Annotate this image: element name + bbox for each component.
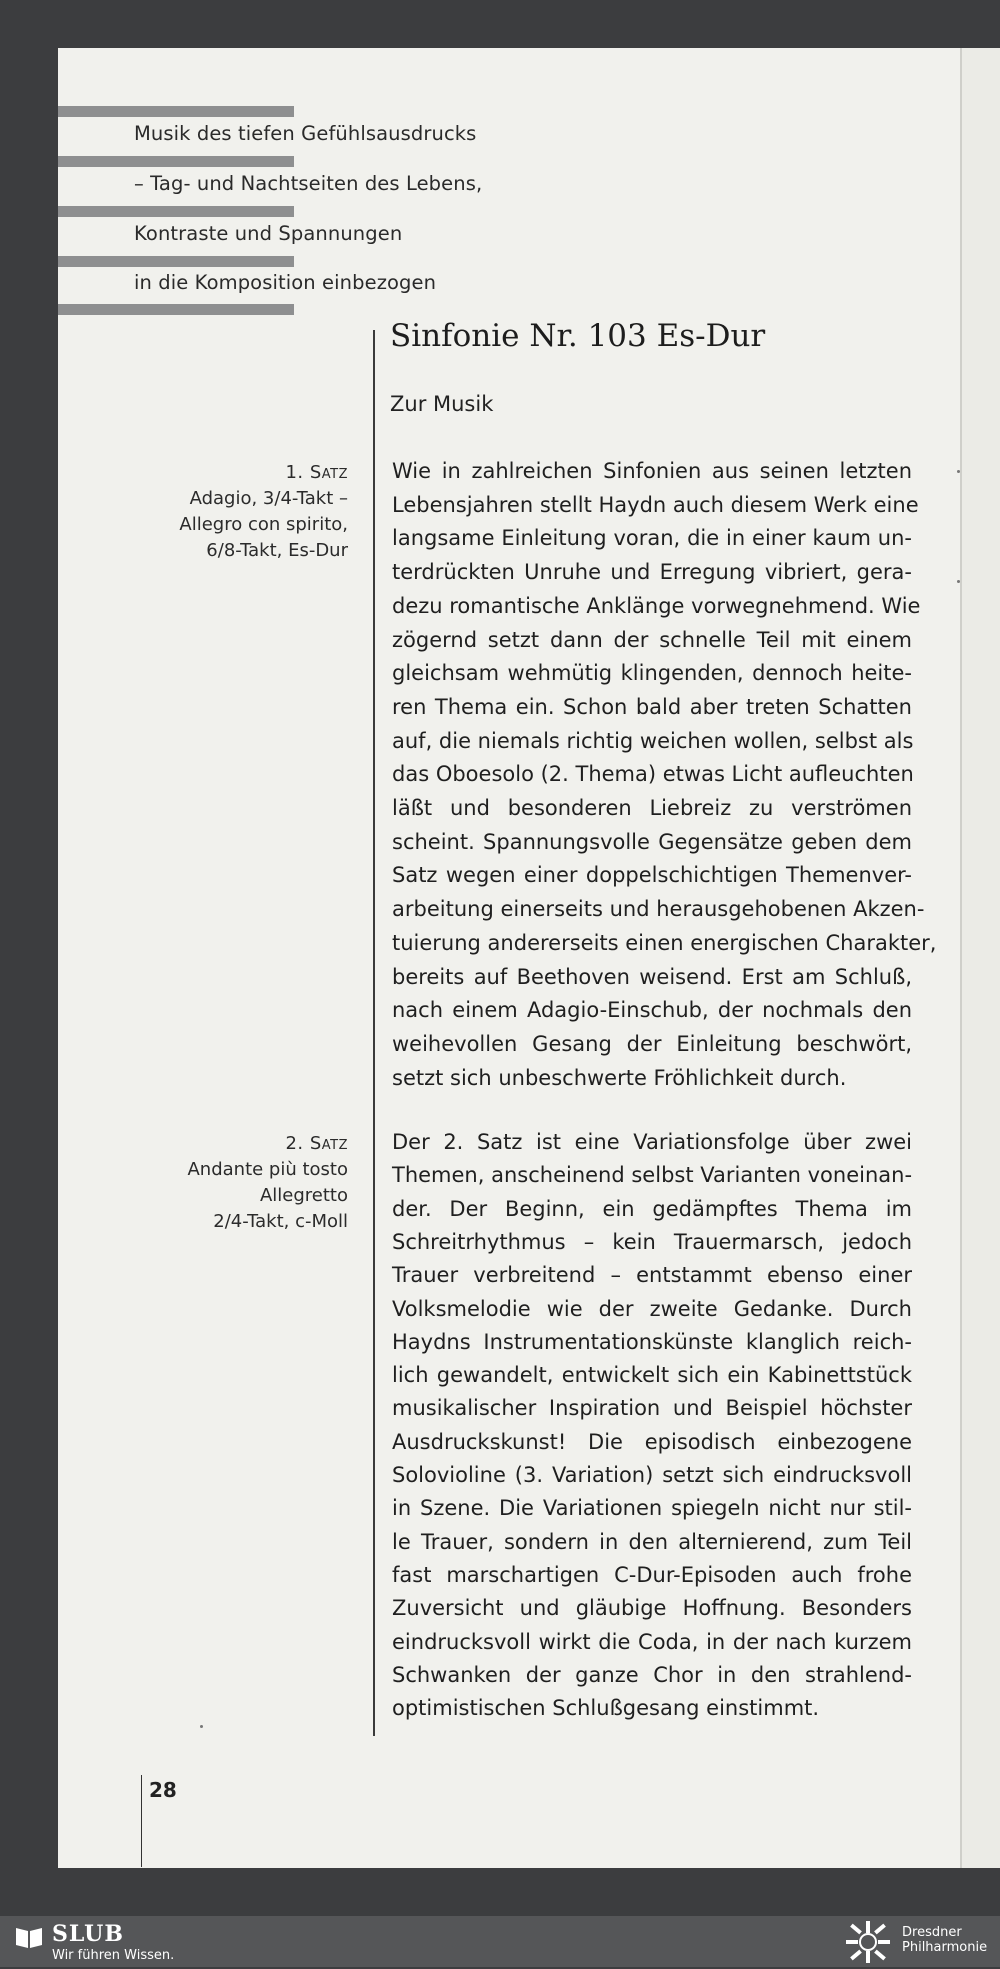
body-text-line: fast marschartigen C-Dur-Episoden auch frohe <box>392 1562 912 1587</box>
library-logo-text[interactable]: SLUB <box>52 1921 124 1947</box>
body-text-line: langsame Einleitung voran, die in einer kaum un- <box>392 526 912 551</box>
body-text-line: gleichsam wehmütig klingenden, dennoch heite- <box>392 661 912 686</box>
body-text-line: Trauer verbreitend – entstammt ebenso einer <box>392 1263 912 1288</box>
scan-speck <box>200 1725 203 1728</box>
body-text-line: Themen, anscheinend selbst Varianten voneinan- <box>392 1163 913 1188</box>
scan-speck <box>957 580 960 583</box>
body-text-line: ren Thema ein. Schon bald aber treten Schatten <box>392 694 912 719</box>
body-text-line: setzt sich unbeschwerte Fröhlichkeit durch. <box>392 1065 847 1090</box>
decorative-band <box>58 256 294 267</box>
decorative-band <box>58 106 294 117</box>
movement-detail: Andante più tosto <box>187 1159 348 1180</box>
body-text-line: das Oboesolo (2. Thema) etwas Licht aufleuchten <box>392 762 914 787</box>
body-text-line: terdrückten Unruhe und Erregung vibriert, gera- <box>392 560 912 585</box>
body-text-line: optimistischen Schlußgesang einstimmt. <box>392 1696 820 1721</box>
article-title: Sinfonie Nr. 103 Es-Dur <box>390 318 766 354</box>
body-text-line: nach einem Adagio-Einschub, der nochmals den <box>392 998 912 1023</box>
body-text-line: Solovioline (3. Variation) setzt sich eindrucksvoll <box>392 1463 912 1487</box>
movement-heading: 1. Satz <box>285 462 348 483</box>
body-text-line: tuierung andererseits einen energischen Charakter, <box>392 930 937 955</box>
movement-note-2 <box>187 1131 348 1235</box>
body-text-line: bereits auf Beethoven weisend. Erst am Schluß, <box>392 964 912 989</box>
body-text-line: in Szene. Die Variationen spiegeln nicht nur stil- <box>392 1496 912 1521</box>
body-text-line: Volksmelodie wie der zweite Gedanke. Durch <box>392 1296 912 1321</box>
movement-detail: Allegretto <box>259 1185 348 1206</box>
body-text-line: Schreitrhythmus – kein Trauermarsch, jedoch <box>392 1229 912 1254</box>
starburst-logo-icon[interactable] <box>840 1919 896 1969</box>
body-text-line: weihevollen Gesang der Einleitung beschwört, <box>392 1031 912 1056</box>
body-text-line: läßt und besonderen Liebreiz zu verströmen <box>392 796 912 820</box>
body-text-line: Der 2. Satz ist eine Variationsfolge über zwei <box>392 1130 912 1154</box>
body-text-line: Ausdruckskunst! Die episodisch einbezogene <box>392 1429 912 1454</box>
motto-line: – Tag- und Nachtseiten des Lebens, <box>134 172 483 195</box>
page-number: 28 <box>149 1778 177 1802</box>
body-text-line: Zuversicht und gläubige Hoffnung. Besonders <box>392 1596 912 1621</box>
body-text-line: der. Der Beginn, ein gedämpftes Thema im <box>392 1196 912 1221</box>
body-text-line: Satz wegen einer doppelschichtigen Themenver- <box>392 863 912 888</box>
motto-line: in die Komposition einbezogen <box>134 271 437 294</box>
scan-speck <box>957 470 960 473</box>
movement-detail: Adagio, 3/4-Takt – <box>189 488 348 509</box>
page-number-rule <box>141 1775 142 1867</box>
body-text-line: lich gewandelt, entwickelt sich ein Kabinettstück <box>392 1363 912 1388</box>
body-text-line: arbeitung einerseits und herausgehobenen Akzen- <box>392 897 925 922</box>
body-text-line: le Trauer, sondern in den alternierend, zum Teil <box>392 1529 912 1554</box>
movement-detail: 6/8-Takt, Es-Dur <box>206 540 348 561</box>
body-text-line: dezu romantische Anklänge vorwegnehmend. Wie <box>392 593 921 618</box>
body-text-line: Haydns Instrumentationskünste klanglich reich- <box>392 1329 912 1354</box>
footer-bar <box>0 1916 1000 1967</box>
decorative-band <box>58 206 294 217</box>
next-page-edge <box>960 48 1000 1868</box>
body-text-line: Wie in zahlreichen Sinfonien aus seinen letzten <box>392 459 912 483</box>
body-text-line: musikalischer Inspiration und Beispiel höchster <box>392 1396 912 1421</box>
body-text-line: Schwanken der ganze Chor in den strahlend- <box>392 1662 912 1687</box>
movement-heading: 2. Satz <box>285 1133 348 1154</box>
movement-detail: Allegro con spirito, <box>179 514 348 535</box>
decorative-band <box>58 156 294 167</box>
motto-line: Kontraste und Spannungen <box>134 222 403 245</box>
orchestra-logo-text: Dresdner Philharmonie <box>902 1925 988 1955</box>
body-text-line: Lebensjahren stellt Haydn auch diesem Werk eine <box>392 492 919 517</box>
movement-detail: 2/4-Takt, c-Moll <box>213 1211 348 1232</box>
article-subtitle: Zur Musik <box>390 392 494 416</box>
decorative-band <box>58 304 294 315</box>
movement-note-1 <box>179 460 348 564</box>
body-text-line: scheint. Spannungsvolle Gegensätze geben dem <box>392 829 912 854</box>
column-divider <box>373 330 375 1736</box>
library-tagline: Wir führen Wissen. <box>52 1948 175 1963</box>
body-text-line: eindrucksvoll wirkt die Coda, in der nach kurzem <box>392 1629 912 1654</box>
book-icon <box>14 1924 44 1954</box>
body-text-line: auf, die niemals richtig weichen wollen, selbst als <box>392 728 914 753</box>
body-text-line: zögernd setzt dann der schnelle Teil mit einem <box>392 627 912 652</box>
motto-line: Musik des tiefen Gefühlsausdrucks <box>134 122 477 145</box>
